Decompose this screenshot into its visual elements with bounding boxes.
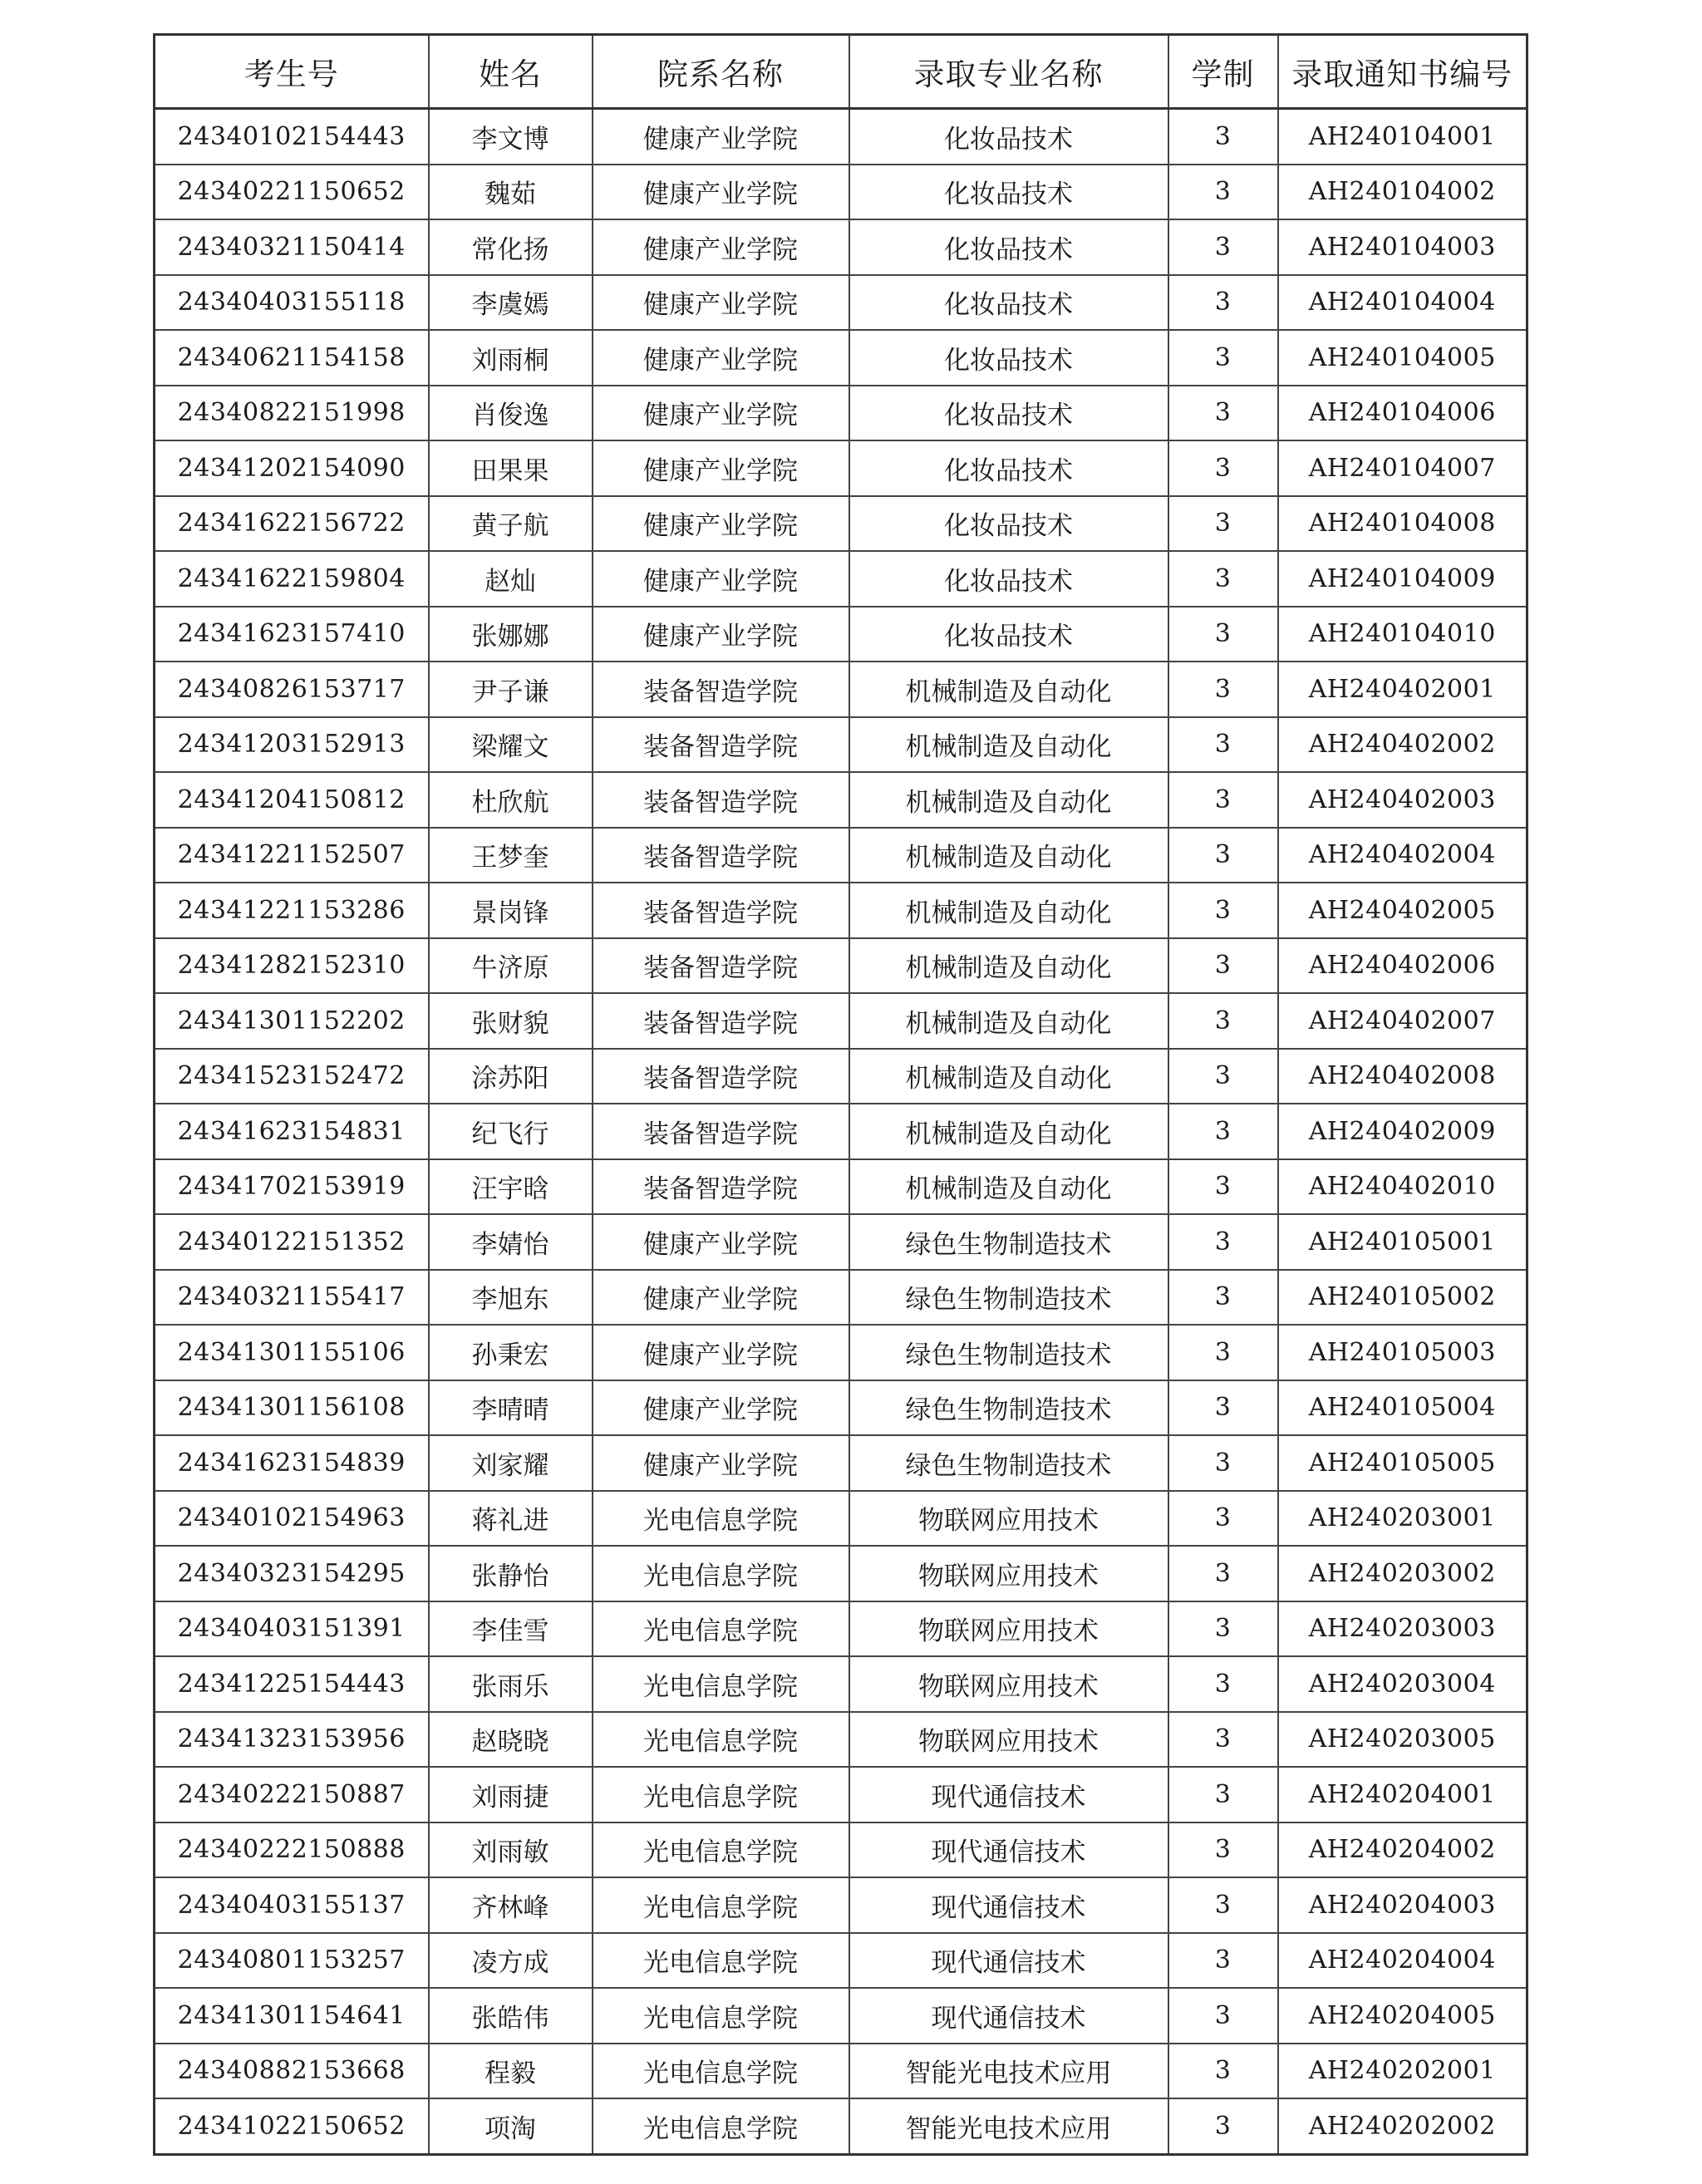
cell-department: 光电信息学院 <box>593 1877 849 1933</box>
table-row <box>155 1270 1527 1326</box>
cell-department: 光电信息学院 <box>593 1491 849 1547</box>
cell-major: 机械制造及自动化 <box>849 662 1168 717</box>
header-duration: 学制 <box>1168 35 1278 109</box>
table-row <box>155 883 1527 938</box>
cell-major: 现代通信技术 <box>849 1877 1168 1933</box>
cell-exam-id: 24340323154295 <box>155 1546 429 1601</box>
cell-major: 化妆品技术 <box>849 109 1168 165</box>
table-row <box>155 2044 1527 2099</box>
cell-department: 光电信息学院 <box>593 1656 849 1712</box>
cell-major: 物联网应用技术 <box>849 1656 1168 1712</box>
cell-duration: 3 <box>1168 386 1278 441</box>
cell-department: 健康产业学院 <box>593 551 849 607</box>
cell-department: 装备智造学院 <box>593 772 849 828</box>
cell-name: 王梦奎 <box>429 828 593 883</box>
cell-duration: 3 <box>1168 2098 1278 2154</box>
cell-major: 化妆品技术 <box>849 219 1168 275</box>
cell-exam-id: 24341523152472 <box>155 1049 429 1104</box>
cell-name: 齐林峰 <box>429 1877 593 1933</box>
cell-major: 机械制造及自动化 <box>849 1104 1168 1159</box>
table-row <box>155 1491 1527 1547</box>
cell-exam-id: 24341022150652 <box>155 2098 429 2154</box>
cell-duration: 3 <box>1168 717 1278 773</box>
table-row <box>155 165 1527 220</box>
cell-major: 化妆品技术 <box>849 165 1168 220</box>
header-notice-number: 录取通知书编号 <box>1278 35 1527 109</box>
cell-name: 李佳雪 <box>429 1601 593 1657</box>
cell-notice-number: AH240104001 <box>1278 109 1527 165</box>
cell-notice-number: AH240202002 <box>1278 2098 1527 2154</box>
cell-duration: 3 <box>1168 1270 1278 1326</box>
cell-duration: 3 <box>1168 1159 1278 1215</box>
cell-notice-number: AH240105001 <box>1278 1214 1527 1270</box>
cell-duration: 3 <box>1168 1049 1278 1104</box>
cell-department: 装备智造学院 <box>593 1104 849 1159</box>
cell-name: 李晴晴 <box>429 1380 593 1436</box>
cell-duration: 3 <box>1168 551 1278 607</box>
cell-notice-number: AH240104010 <box>1278 607 1527 662</box>
cell-duration: 3 <box>1168 662 1278 717</box>
cell-name: 张皓伟 <box>429 1988 593 2044</box>
cell-duration: 3 <box>1168 109 1278 165</box>
table-row <box>155 1159 1527 1215</box>
cell-department: 健康产业学院 <box>593 496 849 552</box>
cell-notice-number: AH240104007 <box>1278 440 1527 496</box>
cell-exam-id: 24341623154839 <box>155 1435 429 1491</box>
cell-name: 刘雨敏 <box>429 1822 593 1878</box>
cell-department: 光电信息学院 <box>593 1933 849 1989</box>
cell-exam-id: 24340882153668 <box>155 2044 429 2099</box>
table-row <box>155 386 1527 441</box>
cell-exam-id: 24340321155417 <box>155 1270 429 1326</box>
cell-notice-number: AH240203004 <box>1278 1656 1527 1712</box>
table-row <box>155 1601 1527 1657</box>
cell-exam-id: 24341204150812 <box>155 772 429 828</box>
table-row <box>155 828 1527 883</box>
table-row <box>155 330 1527 386</box>
cell-major: 现代通信技术 <box>849 1822 1168 1878</box>
cell-department: 光电信息学院 <box>593 1988 849 2044</box>
cell-department: 健康产业学院 <box>593 440 849 496</box>
cell-exam-id: 24341301152202 <box>155 993 429 1049</box>
cell-major: 现代通信技术 <box>849 1933 1168 1989</box>
cell-department: 健康产业学院 <box>593 1270 849 1326</box>
cell-exam-id: 24341221152507 <box>155 828 429 883</box>
cell-exam-id: 24340102154443 <box>155 109 429 165</box>
table-row <box>155 1656 1527 1712</box>
cell-major: 机械制造及自动化 <box>849 1159 1168 1215</box>
cell-name: 魏茹 <box>429 165 593 220</box>
cell-exam-id: 24340403155137 <box>155 1877 429 1933</box>
table-header <box>155 35 1527 109</box>
cell-name: 张静怡 <box>429 1546 593 1601</box>
cell-major: 现代通信技术 <box>849 1988 1168 2044</box>
cell-exam-id: 24341702153919 <box>155 1159 429 1215</box>
cell-notice-number: AH240402002 <box>1278 717 1527 773</box>
cell-notice-number: AH240104003 <box>1278 219 1527 275</box>
table-row <box>155 551 1527 607</box>
cell-duration: 3 <box>1168 883 1278 938</box>
cell-notice-number: AH240105005 <box>1278 1435 1527 1491</box>
cell-notice-number: AH240104005 <box>1278 330 1527 386</box>
cell-name: 黄子航 <box>429 496 593 552</box>
table-row <box>155 662 1527 717</box>
cell-name: 李文博 <box>429 109 593 165</box>
cell-major: 机械制造及自动化 <box>849 1049 1168 1104</box>
cell-notice-number: AH240402007 <box>1278 993 1527 1049</box>
cell-duration: 3 <box>1168 440 1278 496</box>
table-row <box>155 1712 1527 1768</box>
cell-exam-id: 24341202154090 <box>155 440 429 496</box>
cell-duration: 3 <box>1168 275 1278 331</box>
cell-department: 健康产业学院 <box>593 1325 849 1380</box>
header-exam-id: 考生号 <box>155 35 429 109</box>
cell-name: 项淘 <box>429 2098 593 2154</box>
cell-notice-number: AH240402003 <box>1278 772 1527 828</box>
cell-duration: 3 <box>1168 1877 1278 1933</box>
cell-major: 机械制造及自动化 <box>849 938 1168 994</box>
cell-notice-number: AH240104006 <box>1278 386 1527 441</box>
cell-major: 物联网应用技术 <box>849 1712 1168 1768</box>
cell-major: 化妆品技术 <box>849 330 1168 386</box>
table-row <box>155 1049 1527 1104</box>
cell-major: 化妆品技术 <box>849 275 1168 331</box>
cell-duration: 3 <box>1168 1933 1278 1989</box>
cell-exam-id: 24341623157410 <box>155 607 429 662</box>
cell-duration: 3 <box>1168 828 1278 883</box>
cell-name: 刘家耀 <box>429 1435 593 1491</box>
cell-name: 赵灿 <box>429 551 593 607</box>
cell-exam-id: 24341622156722 <box>155 496 429 552</box>
cell-duration: 3 <box>1168 1822 1278 1878</box>
cell-duration: 3 <box>1168 496 1278 552</box>
cell-exam-id: 24341301156108 <box>155 1380 429 1436</box>
cell-department: 健康产业学院 <box>593 219 849 275</box>
table-row <box>155 1822 1527 1878</box>
cell-duration: 3 <box>1168 993 1278 1049</box>
cell-name: 李婧怡 <box>429 1214 593 1270</box>
cell-name: 李虞嫣 <box>429 275 593 331</box>
table-row <box>155 1767 1527 1822</box>
cell-duration: 3 <box>1168 1104 1278 1159</box>
cell-duration: 3 <box>1168 938 1278 994</box>
table-row <box>155 1380 1527 1436</box>
cell-department: 健康产业学院 <box>593 109 849 165</box>
cell-major: 机械制造及自动化 <box>849 883 1168 938</box>
cell-exam-id: 24340403151391 <box>155 1601 429 1657</box>
cell-department: 装备智造学院 <box>593 717 849 773</box>
cell-exam-id: 24341203152913 <box>155 717 429 773</box>
cell-major: 物联网应用技术 <box>849 1491 1168 1547</box>
table-row <box>155 993 1527 1049</box>
cell-duration: 3 <box>1168 1546 1278 1601</box>
cell-exam-id: 24340222150887 <box>155 1767 429 1822</box>
cell-notice-number: AH240402010 <box>1278 1159 1527 1215</box>
table-row <box>155 109 1527 165</box>
admission-table <box>153 33 1528 2156</box>
cell-duration: 3 <box>1168 165 1278 220</box>
cell-department: 健康产业学院 <box>593 165 849 220</box>
cell-major: 绿色生物制造技术 <box>849 1270 1168 1326</box>
cell-exam-id: 24340321150414 <box>155 219 429 275</box>
cell-exam-id: 24340826153717 <box>155 662 429 717</box>
cell-name: 赵晓晓 <box>429 1712 593 1768</box>
cell-department: 光电信息学院 <box>593 1767 849 1822</box>
cell-duration: 3 <box>1168 772 1278 828</box>
cell-duration: 3 <box>1168 1656 1278 1712</box>
cell-duration: 3 <box>1168 1491 1278 1547</box>
header-row <box>155 35 1527 109</box>
cell-department: 健康产业学院 <box>593 275 849 331</box>
cell-notice-number: AH240203005 <box>1278 1712 1527 1768</box>
cell-name: 纪飞行 <box>429 1104 593 1159</box>
cell-name: 汪宇晗 <box>429 1159 593 1215</box>
cell-department: 光电信息学院 <box>593 1712 849 1768</box>
table-row <box>155 1933 1527 1989</box>
cell-department: 装备智造学院 <box>593 662 849 717</box>
cell-notice-number: AH240105002 <box>1278 1270 1527 1326</box>
cell-notice-number: AH240402009 <box>1278 1104 1527 1159</box>
cell-notice-number: AH240203001 <box>1278 1491 1527 1547</box>
cell-name: 孙秉宏 <box>429 1325 593 1380</box>
cell-major: 物联网应用技术 <box>849 1601 1168 1657</box>
cell-department: 健康产业学院 <box>593 330 849 386</box>
cell-major: 绿色生物制造技术 <box>849 1325 1168 1380</box>
table-row <box>155 275 1527 331</box>
cell-name: 程毅 <box>429 2044 593 2099</box>
cell-department: 装备智造学院 <box>593 993 849 1049</box>
cell-notice-number: AH240402008 <box>1278 1049 1527 1104</box>
cell-notice-number: AH240204001 <box>1278 1767 1527 1822</box>
cell-department: 健康产业学院 <box>593 386 849 441</box>
cell-duration: 3 <box>1168 1435 1278 1491</box>
table-row <box>155 938 1527 994</box>
cell-name: 张财貌 <box>429 993 593 1049</box>
cell-notice-number: AH240104002 <box>1278 165 1527 220</box>
cell-name: 刘雨捷 <box>429 1767 593 1822</box>
cell-exam-id: 24340403155118 <box>155 275 429 331</box>
cell-name: 常化扬 <box>429 219 593 275</box>
cell-name: 牛济原 <box>429 938 593 994</box>
cell-department: 光电信息学院 <box>593 2098 849 2154</box>
cell-duration: 3 <box>1168 1601 1278 1657</box>
cell-duration: 3 <box>1168 219 1278 275</box>
cell-notice-number: AH240402006 <box>1278 938 1527 994</box>
cell-name: 凌方成 <box>429 1933 593 1989</box>
cell-notice-number: AH240402004 <box>1278 828 1527 883</box>
cell-exam-id: 24341622159804 <box>155 551 429 607</box>
cell-major: 现代通信技术 <box>849 1767 1168 1822</box>
cell-major: 绿色生物制造技术 <box>849 1214 1168 1270</box>
table-row <box>155 440 1527 496</box>
cell-notice-number: AH240204002 <box>1278 1822 1527 1878</box>
cell-department: 健康产业学院 <box>593 607 849 662</box>
cell-name: 刘雨桐 <box>429 330 593 386</box>
cell-duration: 3 <box>1168 330 1278 386</box>
header-department: 院系名称 <box>593 35 849 109</box>
cell-notice-number: AH240402005 <box>1278 883 1527 938</box>
table-body <box>155 109 1527 2155</box>
table-row <box>155 1104 1527 1159</box>
cell-exam-id: 24340122151352 <box>155 1214 429 1270</box>
table-row <box>155 1546 1527 1601</box>
cell-department: 装备智造学院 <box>593 883 849 938</box>
cell-exam-id: 24341282152310 <box>155 938 429 994</box>
table-row <box>155 607 1527 662</box>
cell-major: 智能光电技术应用 <box>849 2044 1168 2099</box>
cell-major: 化妆品技术 <box>849 607 1168 662</box>
cell-major: 机械制造及自动化 <box>849 993 1168 1049</box>
cell-notice-number: AH240203002 <box>1278 1546 1527 1601</box>
cell-exam-id: 24340801153257 <box>155 1933 429 1989</box>
cell-department: 装备智造学院 <box>593 938 849 994</box>
cell-notice-number: AH240104008 <box>1278 496 1527 552</box>
cell-duration: 3 <box>1168 1988 1278 2044</box>
cell-department: 光电信息学院 <box>593 2044 849 2099</box>
cell-department: 装备智造学院 <box>593 828 849 883</box>
cell-notice-number: AH240105003 <box>1278 1325 1527 1380</box>
cell-department: 光电信息学院 <box>593 1546 849 1601</box>
cell-name: 李旭东 <box>429 1270 593 1326</box>
cell-name: 张雨乐 <box>429 1656 593 1712</box>
cell-major: 物联网应用技术 <box>849 1546 1168 1601</box>
header-major: 录取专业名称 <box>849 35 1168 109</box>
table-row <box>155 2098 1527 2154</box>
cell-name: 张娜娜 <box>429 607 593 662</box>
cell-major: 机械制造及自动化 <box>849 717 1168 773</box>
cell-major: 绿色生物制造技术 <box>849 1435 1168 1491</box>
cell-department: 光电信息学院 <box>593 1601 849 1657</box>
table-row <box>155 1325 1527 1380</box>
cell-duration: 3 <box>1168 1325 1278 1380</box>
cell-exam-id: 24340621154158 <box>155 330 429 386</box>
cell-exam-id: 24341323153956 <box>155 1712 429 1768</box>
cell-exam-id: 24340222150888 <box>155 1822 429 1878</box>
admission-list-page <box>153 33 1526 2156</box>
cell-duration: 3 <box>1168 2044 1278 2099</box>
cell-name: 蒋礼进 <box>429 1491 593 1547</box>
cell-name: 田果果 <box>429 440 593 496</box>
cell-name: 涂苏阳 <box>429 1049 593 1104</box>
cell-name: 尹子谦 <box>429 662 593 717</box>
cell-exam-id: 24340221150652 <box>155 165 429 220</box>
cell-exam-id: 24341225154443 <box>155 1656 429 1712</box>
cell-name: 肖俊逸 <box>429 386 593 441</box>
cell-notice-number: AH240204003 <box>1278 1877 1527 1933</box>
cell-name: 杜欣航 <box>429 772 593 828</box>
cell-department: 健康产业学院 <box>593 1380 849 1436</box>
cell-exam-id: 24341623154831 <box>155 1104 429 1159</box>
cell-department: 健康产业学院 <box>593 1435 849 1491</box>
table-row <box>155 219 1527 275</box>
table-row <box>155 1214 1527 1270</box>
cell-exam-id: 24341301154641 <box>155 1988 429 2044</box>
cell-notice-number: AH240104004 <box>1278 275 1527 331</box>
table-row <box>155 1988 1527 2044</box>
cell-notice-number: AH240105004 <box>1278 1380 1527 1436</box>
header-name: 姓名 <box>429 35 593 109</box>
table-row <box>155 496 1527 552</box>
cell-name: 梁耀文 <box>429 717 593 773</box>
cell-major: 绿色生物制造技术 <box>849 1380 1168 1436</box>
cell-duration: 3 <box>1168 1767 1278 1822</box>
table-row <box>155 1877 1527 1933</box>
cell-notice-number: AH240202001 <box>1278 2044 1527 2099</box>
cell-major: 化妆品技术 <box>849 496 1168 552</box>
cell-notice-number: AH240203003 <box>1278 1601 1527 1657</box>
cell-department: 装备智造学院 <box>593 1159 849 1215</box>
cell-exam-id: 24341221153286 <box>155 883 429 938</box>
cell-duration: 3 <box>1168 1214 1278 1270</box>
cell-major: 化妆品技术 <box>849 551 1168 607</box>
cell-department: 健康产业学院 <box>593 1214 849 1270</box>
table-row <box>155 772 1527 828</box>
cell-exam-id: 24340102154963 <box>155 1491 429 1547</box>
table-row <box>155 717 1527 773</box>
cell-notice-number: AH240104009 <box>1278 551 1527 607</box>
cell-major: 智能光电技术应用 <box>849 2098 1168 2154</box>
cell-name: 景岗锋 <box>429 883 593 938</box>
cell-duration: 3 <box>1168 1712 1278 1768</box>
cell-notice-number: AH240402001 <box>1278 662 1527 717</box>
cell-notice-number: AH240204004 <box>1278 1933 1527 1989</box>
cell-major: 化妆品技术 <box>849 386 1168 441</box>
table-row <box>155 1435 1527 1491</box>
cell-exam-id: 24340822151998 <box>155 386 429 441</box>
cell-exam-id: 24341301155106 <box>155 1325 429 1380</box>
cell-major: 化妆品技术 <box>849 440 1168 496</box>
cell-duration: 3 <box>1168 607 1278 662</box>
cell-duration: 3 <box>1168 1380 1278 1436</box>
cell-major: 机械制造及自动化 <box>849 828 1168 883</box>
cell-notice-number: AH240204005 <box>1278 1988 1527 2044</box>
cell-department: 光电信息学院 <box>593 1822 849 1878</box>
cell-major: 机械制造及自动化 <box>849 772 1168 828</box>
cell-department: 装备智造学院 <box>593 1049 849 1104</box>
